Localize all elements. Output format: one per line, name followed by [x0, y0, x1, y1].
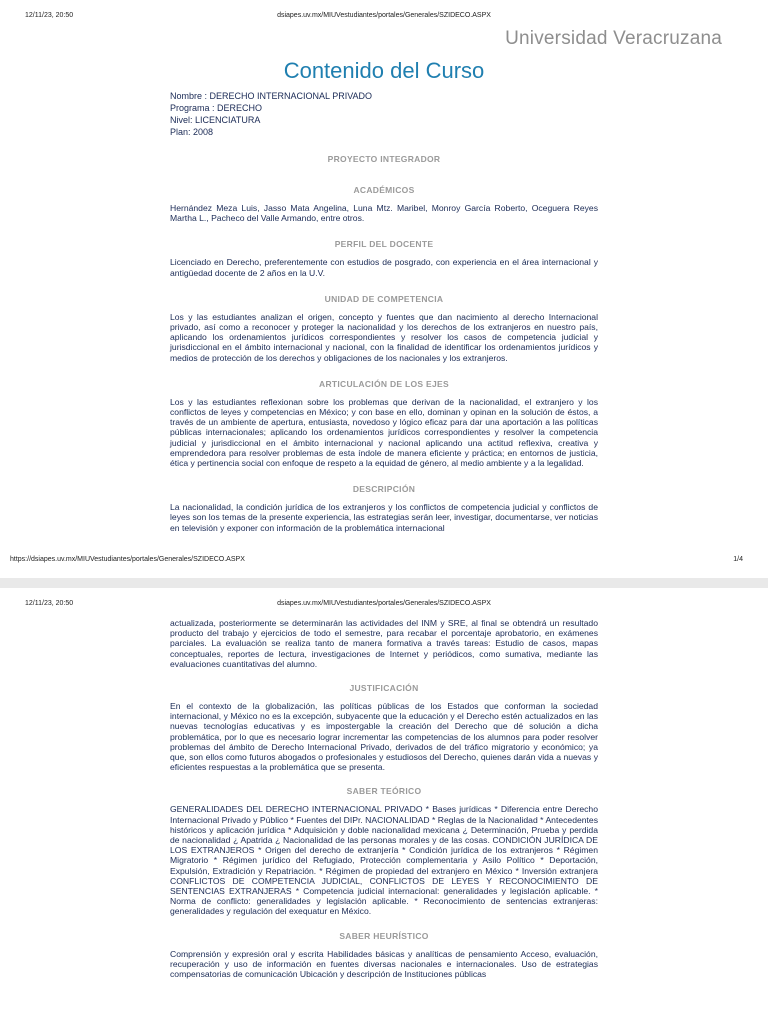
section-heading-saber-teorico: SABER TEÓRICO — [346, 786, 422, 797]
print-header-url: dsiapes.uv.mx/MIUVestudiantes/portales/Generales/SZIDECO.ASPX — [277, 12, 491, 19]
section-body-saber-heuristico: Comprensión y expresión oral y escrita Habilidades básicas y analíticas de pensamiento Acceso, evaluación, recuperación y uso de información en fuentes diversas nacionales e internacionales. Uso de estrategias compensatorias de comunicación Ubicación y descripción de Instituciones públicas — [170, 948, 598, 980]
print-header-page-2 — [0, 600, 768, 612]
section-heading-justificacion: JUSTIFICACIÓN — [349, 683, 419, 694]
section-heading-saber-heuristico: SABER HEURÍSTICO — [339, 930, 429, 941]
section-heading-academicos: ACADÉMICOS — [353, 185, 415, 195]
print-header — [0, 12, 768, 24]
section-body-academicos: Hernández Meza Luis, Jasso Mata Angelina, Luna Mtz. Maribel, Monroy García Roberto, Oceguera Reyes Martha L., Pacheco del Valle Armando, entre otros. — [170, 203, 598, 224]
section-body-articulacion: Los y las estudiantes reflexionan sobre los problemas que derivan de la nacionalidad, el extranjero y los conflictos de leyes y competencias en México; y con base en ello, dominan y opinan en la solución de éstos, a través de un ambiente de apertura, entusiasta, novedoso y lógico eficaz para dar una aportación a las políticas públicas internacionales; aplicando los ordenamientos jurídicos correspondientes y resolver la competencia judicial y jurisdiccional en el ámbito internacional y nacional aplicando una actitud reflexiva, creativa y emprendedora para resolver problemas de esta índole de manera eficiente y práctica; en entornos de justicia, ética y pertinencia social con enfoque de respeto a la equidad de género, al medio ambiente y a la legalidad. — [170, 396, 598, 469]
section-heading-perfil: PERFIL DEL DOCENTE — [334, 239, 434, 250]
print-page-number: 1/4 — [733, 556, 743, 563]
section-heading-unidad: UNIDAD DE COMPETENCIA — [324, 293, 444, 304]
print-header-url-page-2: dsiapes.uv.mx/MIUVestudiantes/portales/Generales/SZIDECO.ASPX — [277, 600, 491, 607]
print-footer — [0, 556, 768, 568]
course-content-page-1 — [170, 154, 598, 533]
print-date: 12/11/23, 20:50 — [25, 12, 74, 19]
course-level: Nivel: LICENCIATURA — [170, 115, 261, 125]
course-plan: Plan: 2008 — [170, 127, 214, 137]
course-meta — [170, 90, 372, 138]
section-body-justificacion: En el contexto de la globalización, las políticas públicas de los Estados que conforman la sociedad internacional, y México no es la excepción, subyacente que la educación y el Derecho estén actualizados en las nuevas tecnologías educativas y es impostergable la creación del Derecho que dé solución a dicha problemática, por lo que es necesario lograr incrementar las competencias de los alumnos para poder resolver problemas del ámbito de Derecho Internacional Privado, derivados de del tráfico migratorio y económico; ya que, son ellos como futuros abogados o profesionales y estudiosos del Derecho, quienes darán vida a nuevas y eficientes respuestas a la problemática que se presenta. — [170, 701, 598, 773]
course-name: Nombre : DERECHO INTERNACIONAL PRIVADO — [170, 91, 373, 101]
section-heading-proyecto: PROYECTO INTEGRADOR — [327, 154, 441, 164]
section-heading-articulacion: ARTICULACIÓN DE LOS EJES — [319, 378, 449, 389]
section-body-descripcion-part2: actualizada, posteriormente se determinarán las actividades del INM y SRE, al final se obtendrá un resultado producto del trabajo y ejercicios de todo el semestre, para recabar el porcentaje aprobatorio, en exámenes parciales. La evaluación se realiza tanto de manera formativa a través tareas: Estudio de casos, mapas conceptuales, reportes de lectura, investigaciones de Internet y periódicos, como sumativa, mediante las evaluaciones cuantitativas del alumno. — [170, 618, 598, 669]
section-heading-descripcion: DESCRIPCIÓN — [352, 484, 416, 495]
section-body-unidad: Los y las estudiantes analizan el origen, concepto y fuentes que dan nacimiento al derecho Internacional privado, así como a reconocer y proteger la nacionalidad y los derechos de los extranjeros en nuestro país, aplicando los ordenamientos jurídicos correspondientes y resolver los casos de competencia judicial y jurisdiccional en el ámbito internacional y nacional, con la finalidad de identificar los ordenamientos jurídicos y medios de protección de los derechos y obligaciones de los nacionales y los extranjeros. — [170, 311, 598, 363]
university-name: Universidad Veracruzana — [505, 28, 722, 49]
print-footer-url: https://dsiapes.uv.mx/MIUVestudiantes/portales/Generales/SZIDECO.ASPX — [10, 556, 245, 563]
section-body-descripcion-part1: La nacionalidad, la condición jurídica de los extranjeros y los conflictos de competencia judicial y conflictos de leyes son los temas de la presente experiencia, las estrategias serán leer, investigar, documentarse, ver noticias en televisión y exponer con información de la problemática internacional — [170, 502, 598, 533]
print-date-page-2: 12/11/23, 20:50 — [25, 600, 74, 607]
section-body-saber-teorico: GENERALIDADES DEL DERECHO INTERNACIONAL PRIVADO * Bases jurídicas * Diferencia entre Derecho Internacional Privado y Público * Fuentes del DIPr. NACIONALIDAD * Reglas de la Nacionalidad * Antecedentes históricos y aplicación jurídica * Adquisición y doble nacionalidad mexicana ¿ Determinación, Prueba y perdida de nacionalidad ¿ Apatrida ¿ Nacionalidad de las personas morales y de las cosas. CONDICIÓN JURÍDICA DE LOS EXTRANJEROS * Origen del derecho de extranjería * Condición jurídica de los extranjeros * Régimen Migratorio * Régimen jurídico del Refugiado, Protección complementaria y Asilo Político * Deportación, Expulsión, Extradición y Repatriación. * Régimen de propiedad del extranjero en México * Inversión extranjera CONFLICTOS DE COMPETENCIA JUDICIAL, CONFLICTOS DE LEYES Y RECONOCIMIENTO DE SENTENCIAS EXTRANJERAS * Competencia judicial internacional: generalidades y legislación aplicable. * Norma de conflicto: generalidades y legislación aplicable. * Reconocimiento de sentencias extranjeras: generalidades y regulación del exequatur en México. — [170, 804, 598, 917]
course-content-page-2 — [170, 618, 598, 993]
page-title: Contenido del Curso — [283, 58, 485, 83]
section-body-perfil: Licenciado en Derecho, preferentemente con estudios de posgrado, con experiencia en el área internacional y antigüedad docente de 2 años en la U.V. — [170, 257, 598, 278]
course-program: Programa : DERECHO — [170, 103, 263, 113]
